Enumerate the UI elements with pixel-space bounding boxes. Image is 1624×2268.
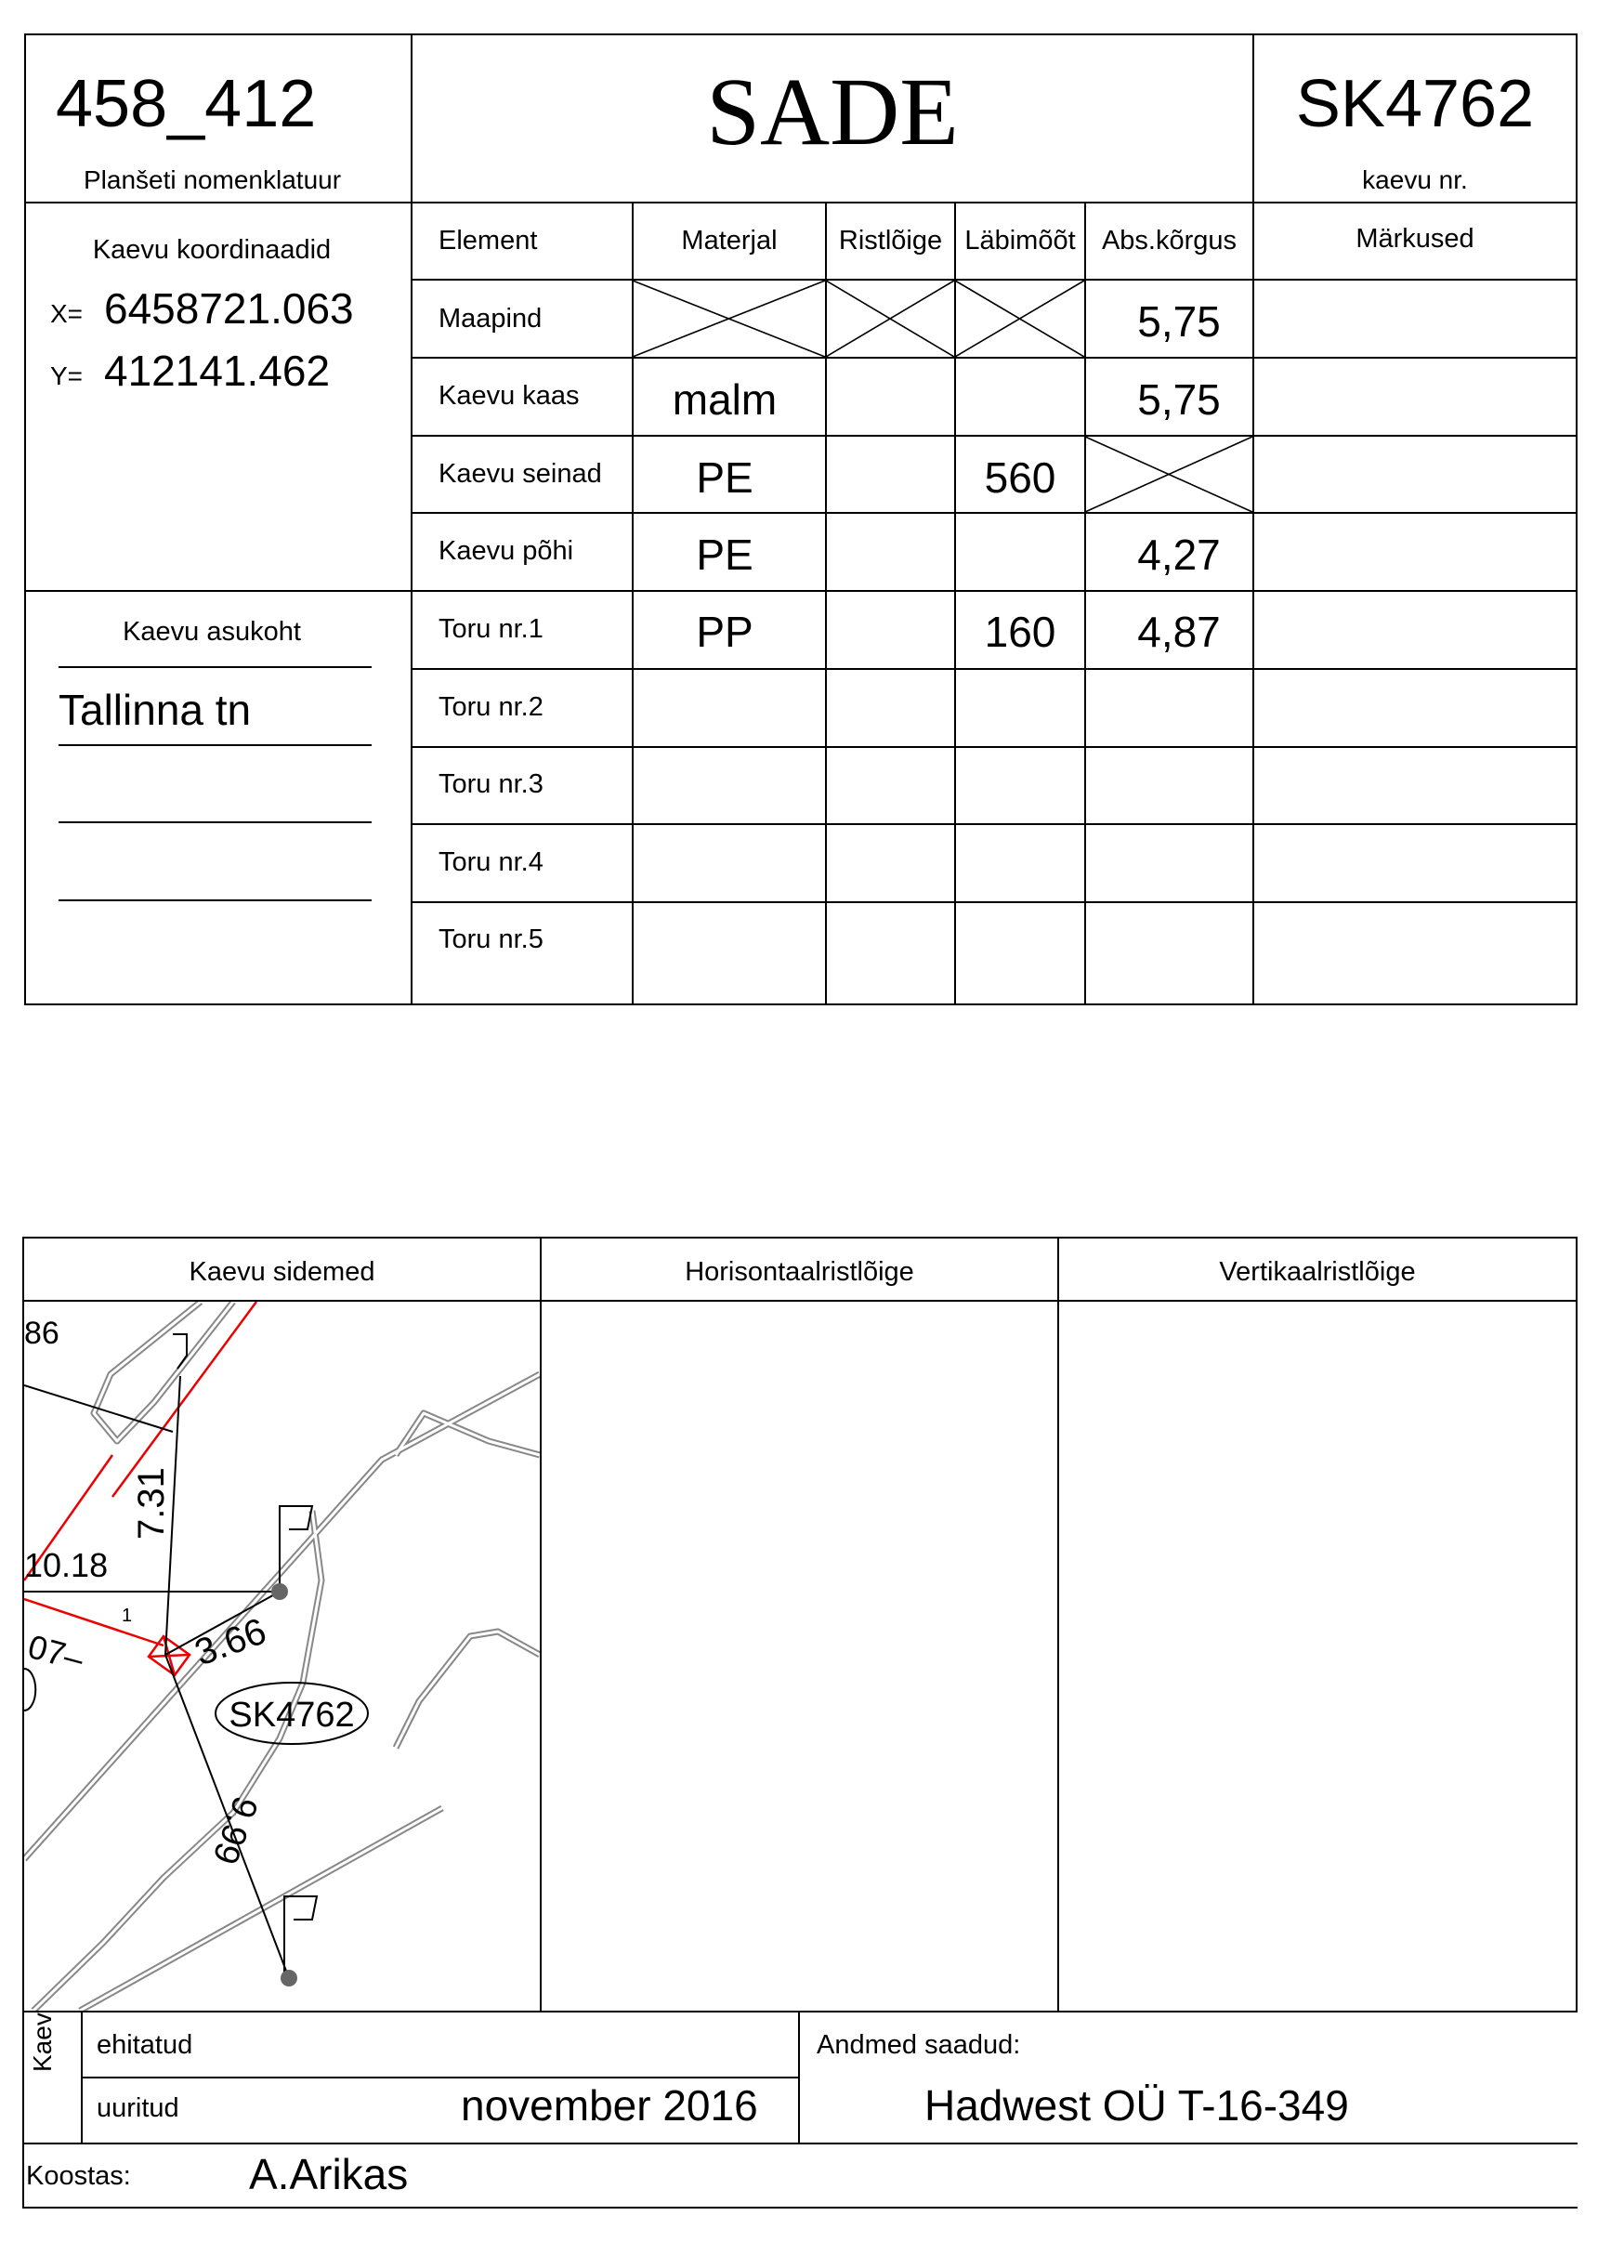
table-row-material: PE	[696, 531, 753, 579]
sheet-number: 458_412	[56, 67, 317, 141]
table-row-diameter: 160	[984, 608, 1056, 656]
col-header-diameter: Läbimõõt	[964, 226, 1076, 256]
col-header-elevation: Abs.kõrgus	[1101, 226, 1238, 256]
table-row-element: Toru nr.5	[439, 924, 544, 954]
table-row-element: Kaevu kaas	[439, 381, 580, 411]
table-row-material: PE	[696, 453, 753, 502]
vertical-section-title: Vertikaalristlõige	[1219, 1257, 1416, 1287]
table-row-element: Maapind	[439, 304, 543, 334]
sketch-label: 10.18	[24, 1546, 109, 1584]
surveyed-date: november 2016	[461, 2081, 758, 2130]
table-row-material: malm	[672, 375, 778, 424]
well-number: SK4762	[1295, 67, 1535, 141]
table-row-elevation: 4,27	[1137, 531, 1221, 579]
sketch-label: 9.99	[204, 1790, 266, 1869]
y-label: Y=	[50, 361, 84, 390]
table-row-material: PP	[696, 608, 753, 656]
coordinates-caption: Kaevu koordinaadid	[92, 235, 332, 265]
table-row-element: Toru nr.4	[439, 847, 544, 877]
sketch-label: 1	[122, 1606, 133, 1626]
col-header-notes: Märkused	[1356, 224, 1474, 254]
author-label: Koostas:	[26, 2161, 131, 2191]
y-value: 412141.462	[104, 347, 331, 395]
sketch-label: 3.66	[190, 1610, 272, 1674]
horizontal-section-title: Horisontaalristlõige	[685, 1257, 914, 1287]
sketch-label: 07–	[24, 1627, 88, 1679]
table-row-element: Toru nr.3	[439, 769, 544, 799]
source-label: Andmed saadud:	[817, 2030, 1021, 2060]
sheet-caption: Planšeti nomenklatuur	[84, 165, 342, 194]
sketch-label: 7.31	[131, 1467, 172, 1540]
table-row-elevation: 4,87	[1137, 608, 1221, 656]
sketch-label: SK4762	[229, 1696, 355, 1735]
table-row-element: Kaevu seinad	[439, 459, 602, 489]
location-line-1: Tallinna tn	[59, 686, 252, 734]
ties-title: Kaevu sidemed	[189, 1257, 375, 1287]
col-header-element: Element	[439, 226, 538, 256]
table-row-element: Toru nr.1	[439, 614, 544, 644]
table-row-element: Toru nr.2	[439, 692, 544, 722]
well-number-caption: kaevu nr.	[1362, 165, 1468, 194]
side-label: Kaev	[28, 2012, 57, 2072]
table-row-diameter: 560	[984, 453, 1056, 502]
x-label: X=	[50, 299, 84, 328]
col-header-section: Ristlõige	[838, 226, 943, 256]
table-row-element: Kaevu põhi	[439, 536, 574, 566]
tie-sketch	[24, 1302, 540, 2011]
author-value: A.Arikas	[249, 2150, 409, 2198]
source-value: Hadwest OÜ T-16-349	[924, 2081, 1349, 2130]
network-type: SADE	[706, 59, 959, 165]
table-row-elevation: 5,75	[1137, 375, 1221, 424]
surveyed-label: uuritud	[97, 2093, 179, 2123]
col-header-material: Materjal	[681, 226, 778, 256]
location-caption: Kaevu asukoht	[123, 617, 301, 647]
table-row-elevation: 5,75	[1137, 297, 1221, 346]
sketch-label: 86	[24, 1316, 59, 1351]
x-value: 6458721.063	[104, 284, 354, 333]
built-label: ehitatud	[97, 2030, 193, 2060]
